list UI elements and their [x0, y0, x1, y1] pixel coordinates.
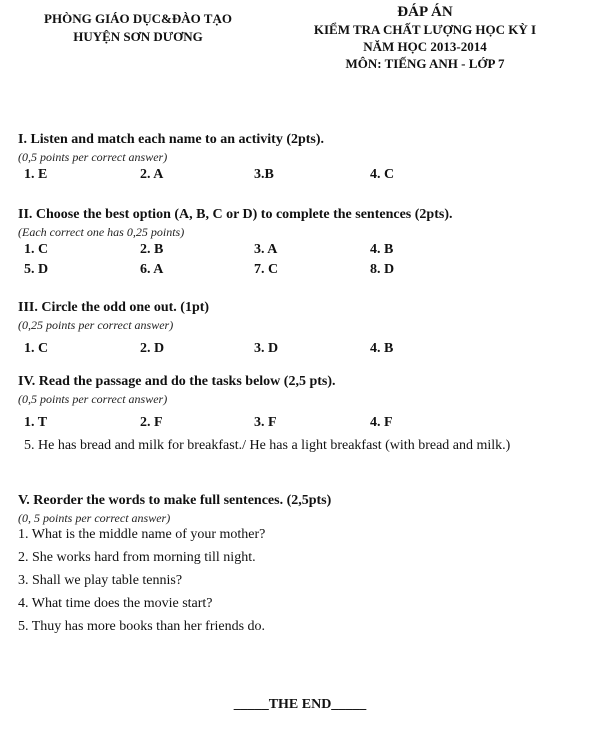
school-year: NĂM HỌC 2013-2014 [363, 39, 487, 54]
answer: 1. E [24, 167, 48, 182]
answer-key-title: ĐÁP ÁN [397, 4, 453, 20]
answer: 3. A [254, 242, 278, 257]
answer: 4. B [370, 242, 394, 257]
header-right [290, 4, 560, 72]
section-title: III. Circle the odd one out. (1pt) [18, 300, 210, 315]
section-3 [18, 299, 588, 359]
section-title: I. Listen and match each name to an activity (2pts). [18, 132, 325, 147]
answer-row [18, 339, 588, 359]
the-end: _____THE END_____ [233, 697, 367, 712]
sentence-answer: 2. She works hard from morning till night. [18, 550, 256, 565]
sentence-answer: 3. Shall we play table tennis? [18, 573, 183, 588]
section-4 [18, 373, 588, 455]
section-note: (0,5 points per correct answer) [18, 392, 168, 406]
department-name: PHÒNG GIÁO DỤC&ĐÀO TẠO [44, 11, 232, 26]
section-note: (0,5 points per correct answer) [18, 150, 168, 164]
sentence-answer: 4. What time does the movie start? [18, 596, 213, 611]
sentence-answer: 5. Thuy has more books than her friends do. [18, 619, 266, 634]
section-title: IV. Read the passage and do the tasks below (2,5 pts). [18, 374, 336, 389]
answer: 1. C [24, 242, 49, 257]
answer: 6. A [140, 262, 164, 277]
answer: 4. B [370, 341, 394, 356]
answer: 1. T [24, 415, 48, 430]
answer: 3. F [254, 415, 277, 430]
answer: 4. C [370, 167, 395, 182]
section-note: (Each correct one has 0,25 points) [18, 225, 185, 239]
answer: 7. C [254, 262, 279, 277]
answer-row [18, 413, 588, 433]
answer: 1. C [24, 341, 49, 356]
answer: 8. D [370, 262, 395, 277]
district-name: HUYỆN SƠN DƯƠNG [73, 29, 203, 44]
answer-row [18, 165, 588, 185]
answer: 5. D [24, 262, 49, 277]
answer: 3.B [254, 167, 274, 182]
answer-row [18, 260, 588, 280]
answer: 2. A [140, 167, 164, 182]
section-note: (0, 5 points per correct answer) [18, 511, 171, 525]
answer: 4. F [370, 415, 393, 430]
answer-5: 5. He has bread and milk for breakfast./ He has a light breakfast (with bread and milk.) [24, 438, 511, 453]
answer: 2. D [140, 341, 165, 356]
section-2 [18, 206, 588, 280]
answer: 2. F [140, 415, 163, 430]
answer-row [18, 240, 588, 260]
answer: 3. D [254, 341, 279, 356]
section-5 [18, 492, 588, 641]
subject-line: MÔN: TIẾNG ANH - LỚP 7 [345, 56, 505, 71]
section-title: V. Reorder the words to make full sentences. (2,5pts) [18, 493, 332, 508]
exam-title: KIỂM TRA CHẤT LƯỢNG HỌC KỲ I [313, 22, 537, 37]
section-note: (0,25 points per correct answer) [18, 318, 174, 332]
answer: 2. B [140, 242, 164, 257]
header-left [18, 10, 258, 46]
section-title: II. Choose the best option (A, B, C or D) to complete the sentences (2pts). [18, 207, 453, 222]
section-1 [18, 131, 588, 185]
sentence-answer: 1. What is the middle name of your mother? [18, 527, 266, 542]
